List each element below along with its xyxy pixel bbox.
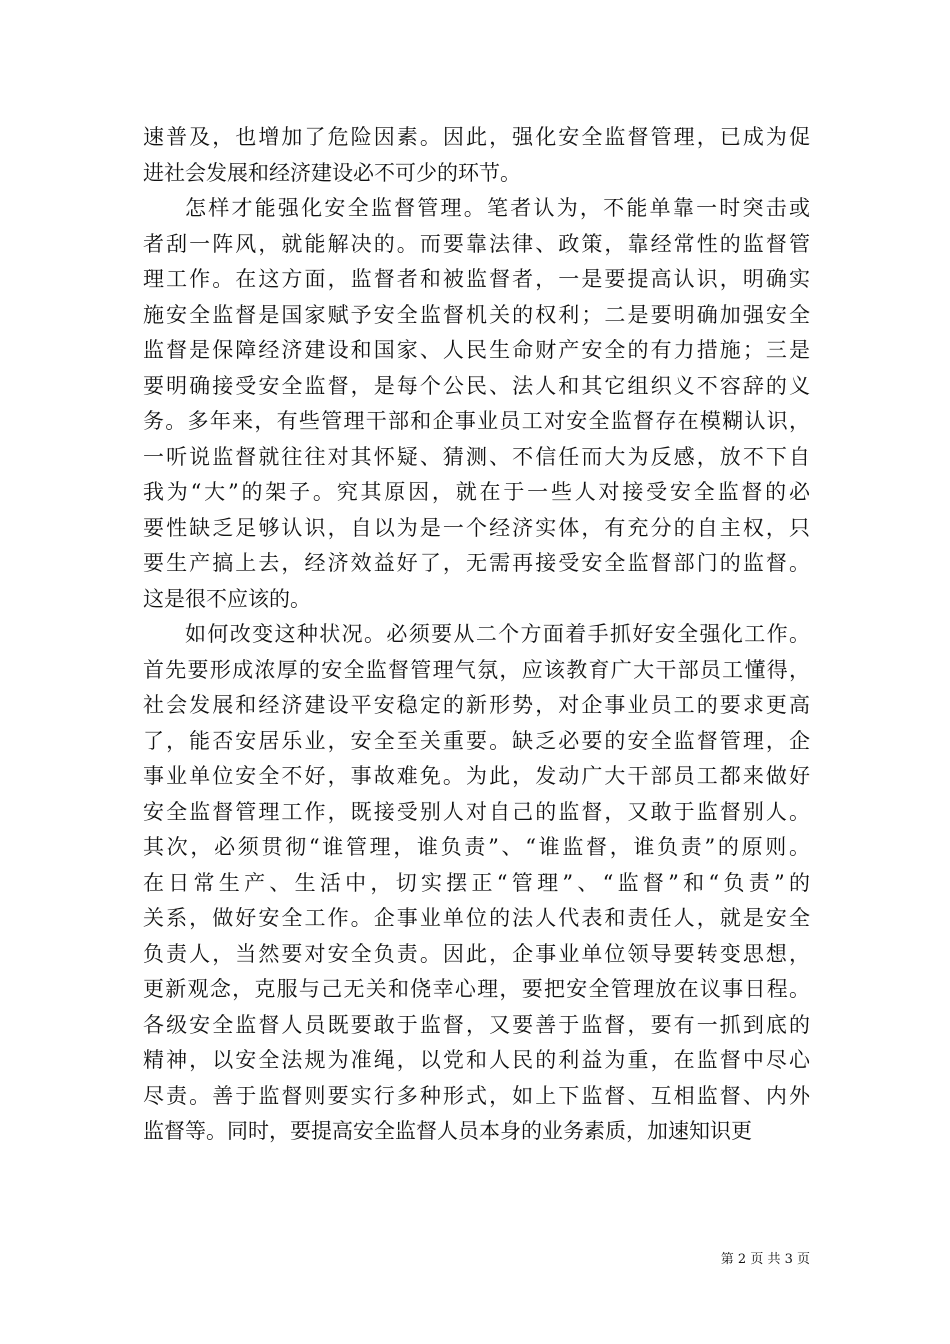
body-text xyxy=(143,120,810,1150)
text-line: 精神，以安全法规为准绳，以党和人民的利益为重，在监督中尽心 xyxy=(143,1048,810,1072)
text-line: 我为“大”的架子。究其原因，就在于一些人对接受安全监督的必 xyxy=(143,480,810,504)
text-line: 更新观念，克服与己无关和侥幸心理，要把安全管理放在议事日程。 xyxy=(143,977,810,1001)
text-line: 安全监督管理工作，既接受别人对自己的监督，又敢于监督别人。 xyxy=(143,799,810,824)
text-line: 各级安全监督人员既要敢于监督，又要善于监督，要有一抓到底的 xyxy=(143,1012,810,1037)
text-line: 速普及，也增加了危险因素。因此，强化安全监督管理，已成为促 xyxy=(143,125,810,149)
paragraph xyxy=(143,120,810,191)
paragraph xyxy=(143,191,810,617)
text-line: 要生产搞上去，经济效益好了，无需再接受安全监督部门的监督。 xyxy=(143,551,810,575)
text-line: 事业单位安全不好，事故难免。为此，发动广大干部员工都来做好 xyxy=(143,764,810,788)
text-line: 进社会发展和经济建设必不可少的环节。 xyxy=(143,160,521,185)
text-line: 其次，必须贯彻“谁管理，谁负责”、“谁监督，谁负责”的原则。 xyxy=(143,835,810,859)
paragraph xyxy=(143,617,810,1150)
text-line: 如何改变这种状况。必须要从二个方面着手抓好安全强化工作。 xyxy=(185,622,810,646)
text-line: 负责人，当然要对安全负责。因此，企事业单位领导要转变思想， xyxy=(143,941,810,966)
text-line: 务。多年来，有些管理干部和企事业员工对安全监督存在模糊认识， xyxy=(143,409,810,433)
text-line: 一听说监督就往往对其怀疑、猜测、不信任而大为反感，放不下自 xyxy=(143,444,810,469)
page-number-footer: 第 2 页 共 3 页 xyxy=(720,1252,810,1267)
text-line: 理工作。在这方面，监督者和被监督者，一是要提高认识，明确实 xyxy=(143,267,810,291)
text-line: 在日常生产、生活中，切实摆正“管理”、“监督”和“负责”的 xyxy=(143,870,810,895)
text-line: 尽责。善于监督则要实行多种形式，如上下监督、互相监督、内外 xyxy=(143,1083,810,1108)
text-line: 施安全监督是国家赋予安全监督机关的权利；二是要明确加强安全 xyxy=(143,302,810,327)
text-line: 关系，做好安全工作。企事业单位的法人代表和责任人，就是安全 xyxy=(143,906,810,930)
text-line: 监督等。同时，要提高安全监督人员本身的业务素质，加速知识更 xyxy=(143,1119,752,1143)
text-line: 要明确接受安全监督，是每个公民、法人和其它组织义不容辞的义 xyxy=(143,373,810,398)
text-line: 监督是保障经济建设和国家、人民生命财产安全的有力措施；三是 xyxy=(143,338,810,362)
text-line: 要性缺乏足够认识，自以为是一个经济实体，有充分的自主权，只 xyxy=(143,515,810,540)
text-line: 怎样才能强化安全监督管理。笔者认为，不能单靠一时突击或 xyxy=(185,196,810,220)
text-line: 者刮一阵风，就能解决的。而要靠法律、政策，靠经常性的监督管 xyxy=(143,231,810,256)
text-line: 这是很不应该的。 xyxy=(143,586,311,611)
text-line: 社会发展和经济建设平安稳定的新形势，对企事业员工的要求更高 xyxy=(143,693,810,717)
text-line: 首先要形成浓厚的安全监督管理气氛，应该教育广大干部员工懂得， xyxy=(143,657,810,682)
text-line: 了，能否安居乐业，安全至关重要。缺乏必要的安全监督管理，企 xyxy=(143,728,810,753)
